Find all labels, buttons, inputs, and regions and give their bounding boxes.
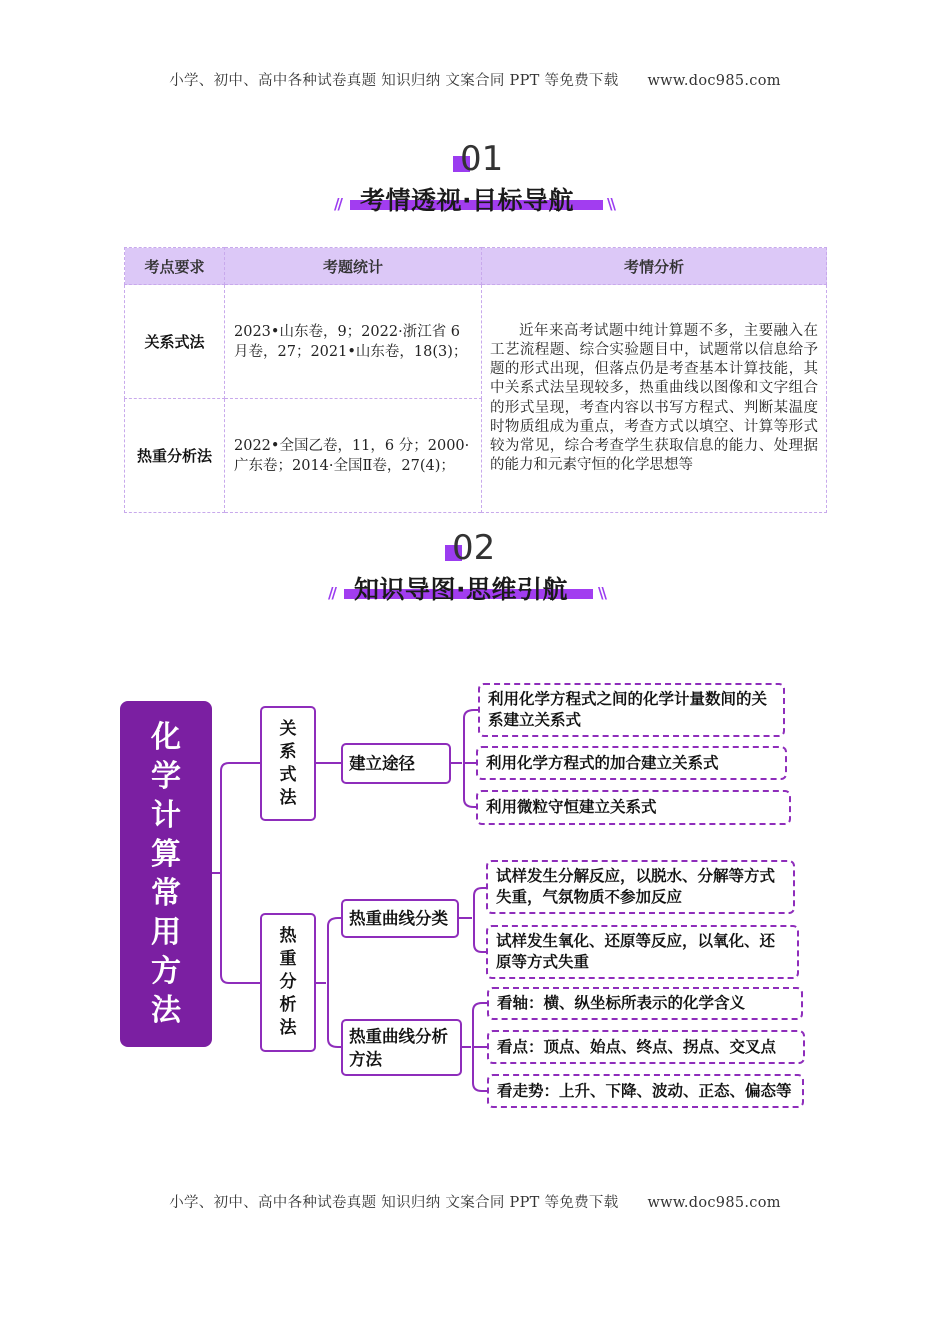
root-char: 算 (151, 837, 181, 872)
branch-char: 法 (279, 1018, 297, 1038)
branch-char: 系 (279, 741, 297, 762)
branch-char: 分 (279, 972, 297, 992)
mindmap-leaf: 利用微粒守恒建立关系式 (476, 790, 791, 825)
root-char: 方 (151, 954, 181, 989)
section2-number: 02 (452, 528, 496, 568)
root-char: 用 (151, 915, 181, 950)
section1-number: 01 (460, 139, 504, 179)
row-label: 关系式法 (125, 285, 225, 399)
root-char: 法 (151, 993, 181, 1028)
mindmap-leaf: 试样发生分解反应，以脱水、分解等方式失重，气氛物质不参加反应 (486, 860, 795, 914)
branch-char: 重 (279, 949, 297, 969)
analysis-text: 近年来高考试题中纯计算题不多，主要融入在工艺流程题、综合实验题目中，试题常以信息给予题的形式出现，但落点仍是考查基本计算技能，其中关系式法呈现较多，热重曲线以图像和文字组合的形式呈现，考查内容以书写方程式、判断某温度时物质组成为重点，考查方式以填空、计算等形式较为常见，综合考查学生获取信息的能力、处理据的能力和元素守恒的化学思想等 (482, 285, 827, 513)
mindmap-leaf: 看点：顶点、始点、终点、拐点、交叉点 (487, 1030, 805, 1064)
connector-branch2 (316, 918, 341, 1047)
branch-char: 析 (279, 995, 297, 1015)
connector-leaves2 (459, 888, 486, 952)
root-char: 化 (151, 720, 181, 755)
root-char: 计 (151, 798, 181, 833)
section2-slash-right-icon: \\ (598, 584, 605, 602)
table-header-cell: 考情分析 (482, 248, 827, 285)
section1-slash-left-icon: // (334, 195, 341, 213)
branch-char: 式 (279, 764, 297, 785)
header-left-text: 小学、初中、高中各种试卷真题 知识归纳 文案合同 PPT 等免费下载 (169, 73, 619, 89)
mindmap-node-curve-analysis: 热重曲线分析方法 (341, 1019, 462, 1076)
root-char: 学 (151, 759, 181, 794)
connector-root (212, 763, 260, 983)
page-footer (0, 1191, 950, 1212)
branch-char: 法 (279, 787, 297, 808)
root-char: 常 (151, 876, 181, 911)
mindmap-leaf: 看轴：横、纵坐标所表示的化学含义 (487, 987, 803, 1020)
branch-char: 热 (279, 926, 297, 946)
mindmap-branch-relation-method (260, 706, 316, 821)
branch-char: 关 (279, 718, 297, 739)
header-url[interactable]: www.doc985.com (647, 73, 781, 89)
section1-slash-right-icon: \\ (607, 195, 614, 213)
section2-slash-left-icon: // (328, 584, 335, 602)
mindmap-node-curve-classification: 热重曲线分类 (341, 899, 459, 938)
table-header-cell: 考点要求 (125, 248, 225, 285)
row-label: 热重分析法 (125, 399, 225, 513)
connector-leaves3 (462, 1003, 487, 1091)
mindmap-leaf: 利用化学方程式的加合建立关系式 (476, 746, 787, 780)
footer-left-text: 小学、初中、高中各种试卷真题 知识归纳 文案合同 PPT 等免费下载 (169, 1195, 619, 1211)
mindmap-leaf: 看走势：上升、下降、波动、正态、偏态等 (487, 1074, 804, 1108)
mindmap-leaf: 试样发生氧化、还原等反应，以氧化、还原等方式失重 (486, 925, 799, 979)
row-stats: 2023•山东卷，9；2022·浙江省 6 月卷，27；2021•山东卷，18(3)； (225, 285, 482, 399)
connector-leaves1 (451, 710, 478, 807)
table-header-cell: 考题统计 (225, 248, 482, 285)
mindmap-root (120, 701, 212, 1047)
footer-url[interactable]: www.doc985.com (647, 1195, 781, 1211)
mindmap-node-build-approach: 建立途径 (341, 743, 451, 784)
section1-title: 考情透视·目标导航 (360, 186, 574, 215)
mindmap-branch-thermogravimetric (260, 913, 316, 1052)
row-stats: 2022•全国乙卷，11，6 分；2000·广东卷；2014·全国Ⅱ卷，27(4)； (225, 399, 482, 513)
section2-title: 知识导图·思维引航 (354, 575, 568, 604)
mindmap-leaf: 利用化学方程式之间的化学计量数间的关系建立关系式 (478, 683, 785, 737)
